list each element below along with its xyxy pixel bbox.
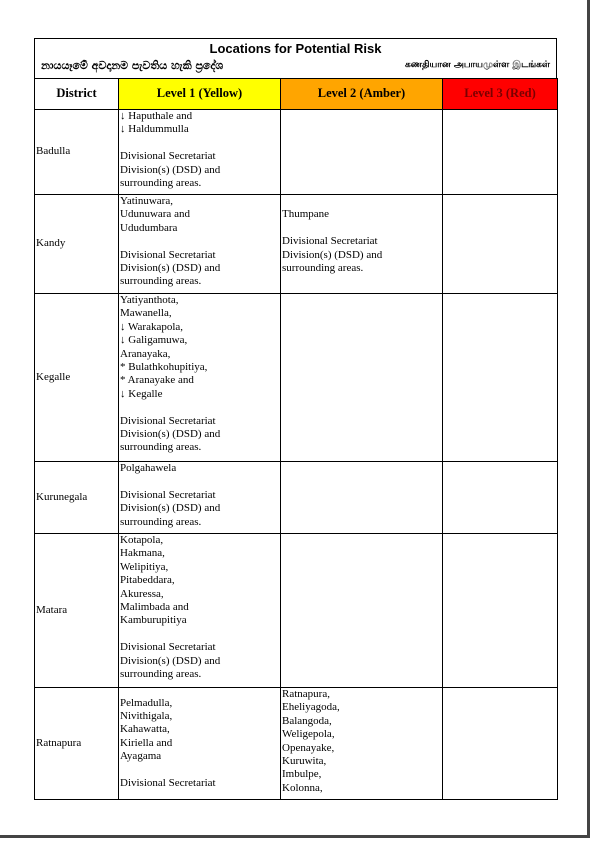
level2-text: Ratnapura, Eheliyagoda, Balangoda, Weligepola, Openayake, Kuruwita, Imbulpe, Kolonna, <box>282 688 340 794</box>
level2-cell <box>281 110 443 195</box>
level2-text: Thumpane Divisional Secretariat Division(s) (DSD) and surrounding areas. <box>282 208 383 275</box>
table-row <box>35 110 558 195</box>
header-row <box>35 79 558 110</box>
level2-cell <box>281 294 443 462</box>
level3-cell <box>443 294 558 462</box>
level3-cell <box>443 534 558 688</box>
level1-cell <box>119 195 281 294</box>
level3-cell <box>443 110 558 195</box>
level3-cell <box>443 195 558 294</box>
level2-cell <box>281 688 443 800</box>
table-row <box>35 462 558 534</box>
district-cell: Kegalle <box>35 294 119 462</box>
level1-cell <box>119 534 281 688</box>
district-cell: Kurunegala <box>35 462 119 534</box>
district-cell: Badulla <box>35 110 119 195</box>
level2-cell <box>281 462 443 534</box>
risk-table <box>34 78 558 800</box>
level1-text: Yatinuwara, Udunuwara and Ududumbara Divisional Secretariat Division(s) (DSD) and surrounding areas. <box>120 195 221 288</box>
level3-cell <box>443 462 558 534</box>
header-level1: Level 1 (Yellow) <box>119 79 281 110</box>
level1-cell <box>119 688 281 800</box>
level2-cell <box>281 195 443 294</box>
subtitle-sinhala: නායයෑමේ අවදානම පැවතිය හැකි ප්‍රදේශ <box>41 59 224 72</box>
level1-text: Pelmadulla, Nivithigala, Kahawatta, Kiriella and Ayagama Divisional Secretariat <box>120 696 216 790</box>
subtitle-tamil: கணதியான அபாயமுள்ள இடங்கள் <box>404 60 550 70</box>
level1-cell <box>119 294 281 462</box>
page-title: Locations for Potential Risk <box>209 41 382 56</box>
district-cell: Ratnapura <box>35 688 119 800</box>
table-row <box>35 294 558 462</box>
risk-document <box>34 38 557 800</box>
district-cell: Kandy <box>35 195 119 294</box>
level1-cell <box>119 110 281 195</box>
level1-text: Kotapola, Hakmana, Welipitiya, Pitabeddara, Akuressa, Malimbada and Kamburupitiya Divisional Secretariat Division(s) (DSD) and surrounding areas. <box>120 534 221 681</box>
level1-text: Polgahawela Divisional Secretariat Division(s) (DSD) and surrounding areas. <box>120 462 221 528</box>
level2-cell <box>281 534 443 688</box>
level3-cell <box>443 688 558 800</box>
table-row <box>35 534 558 688</box>
header-level3: Level 3 (Red) <box>443 79 558 110</box>
level1-text: ↓ Haputhale and ↓ Haldummulla Divisional Secretariat Division(s) (DSD) and surrounding areas. <box>120 110 221 190</box>
level1-text: Yatiyanthota, Mawanella, ↓ Warakapola, ↓ Galigamuwa, Aranayaka, * Bulathkohupitiya, * Aranayake and ↓ Kegalle Divisional Secretariat Division(s) (DSD) and surrounding areas. <box>120 294 221 454</box>
table-row <box>35 195 558 294</box>
district-cell: Matara <box>35 534 119 688</box>
title-block <box>34 38 557 78</box>
header-district: District <box>35 79 119 110</box>
header-level2: Level 2 (Amber) <box>281 79 443 110</box>
level1-cell <box>119 462 281 534</box>
table-row <box>35 688 558 800</box>
